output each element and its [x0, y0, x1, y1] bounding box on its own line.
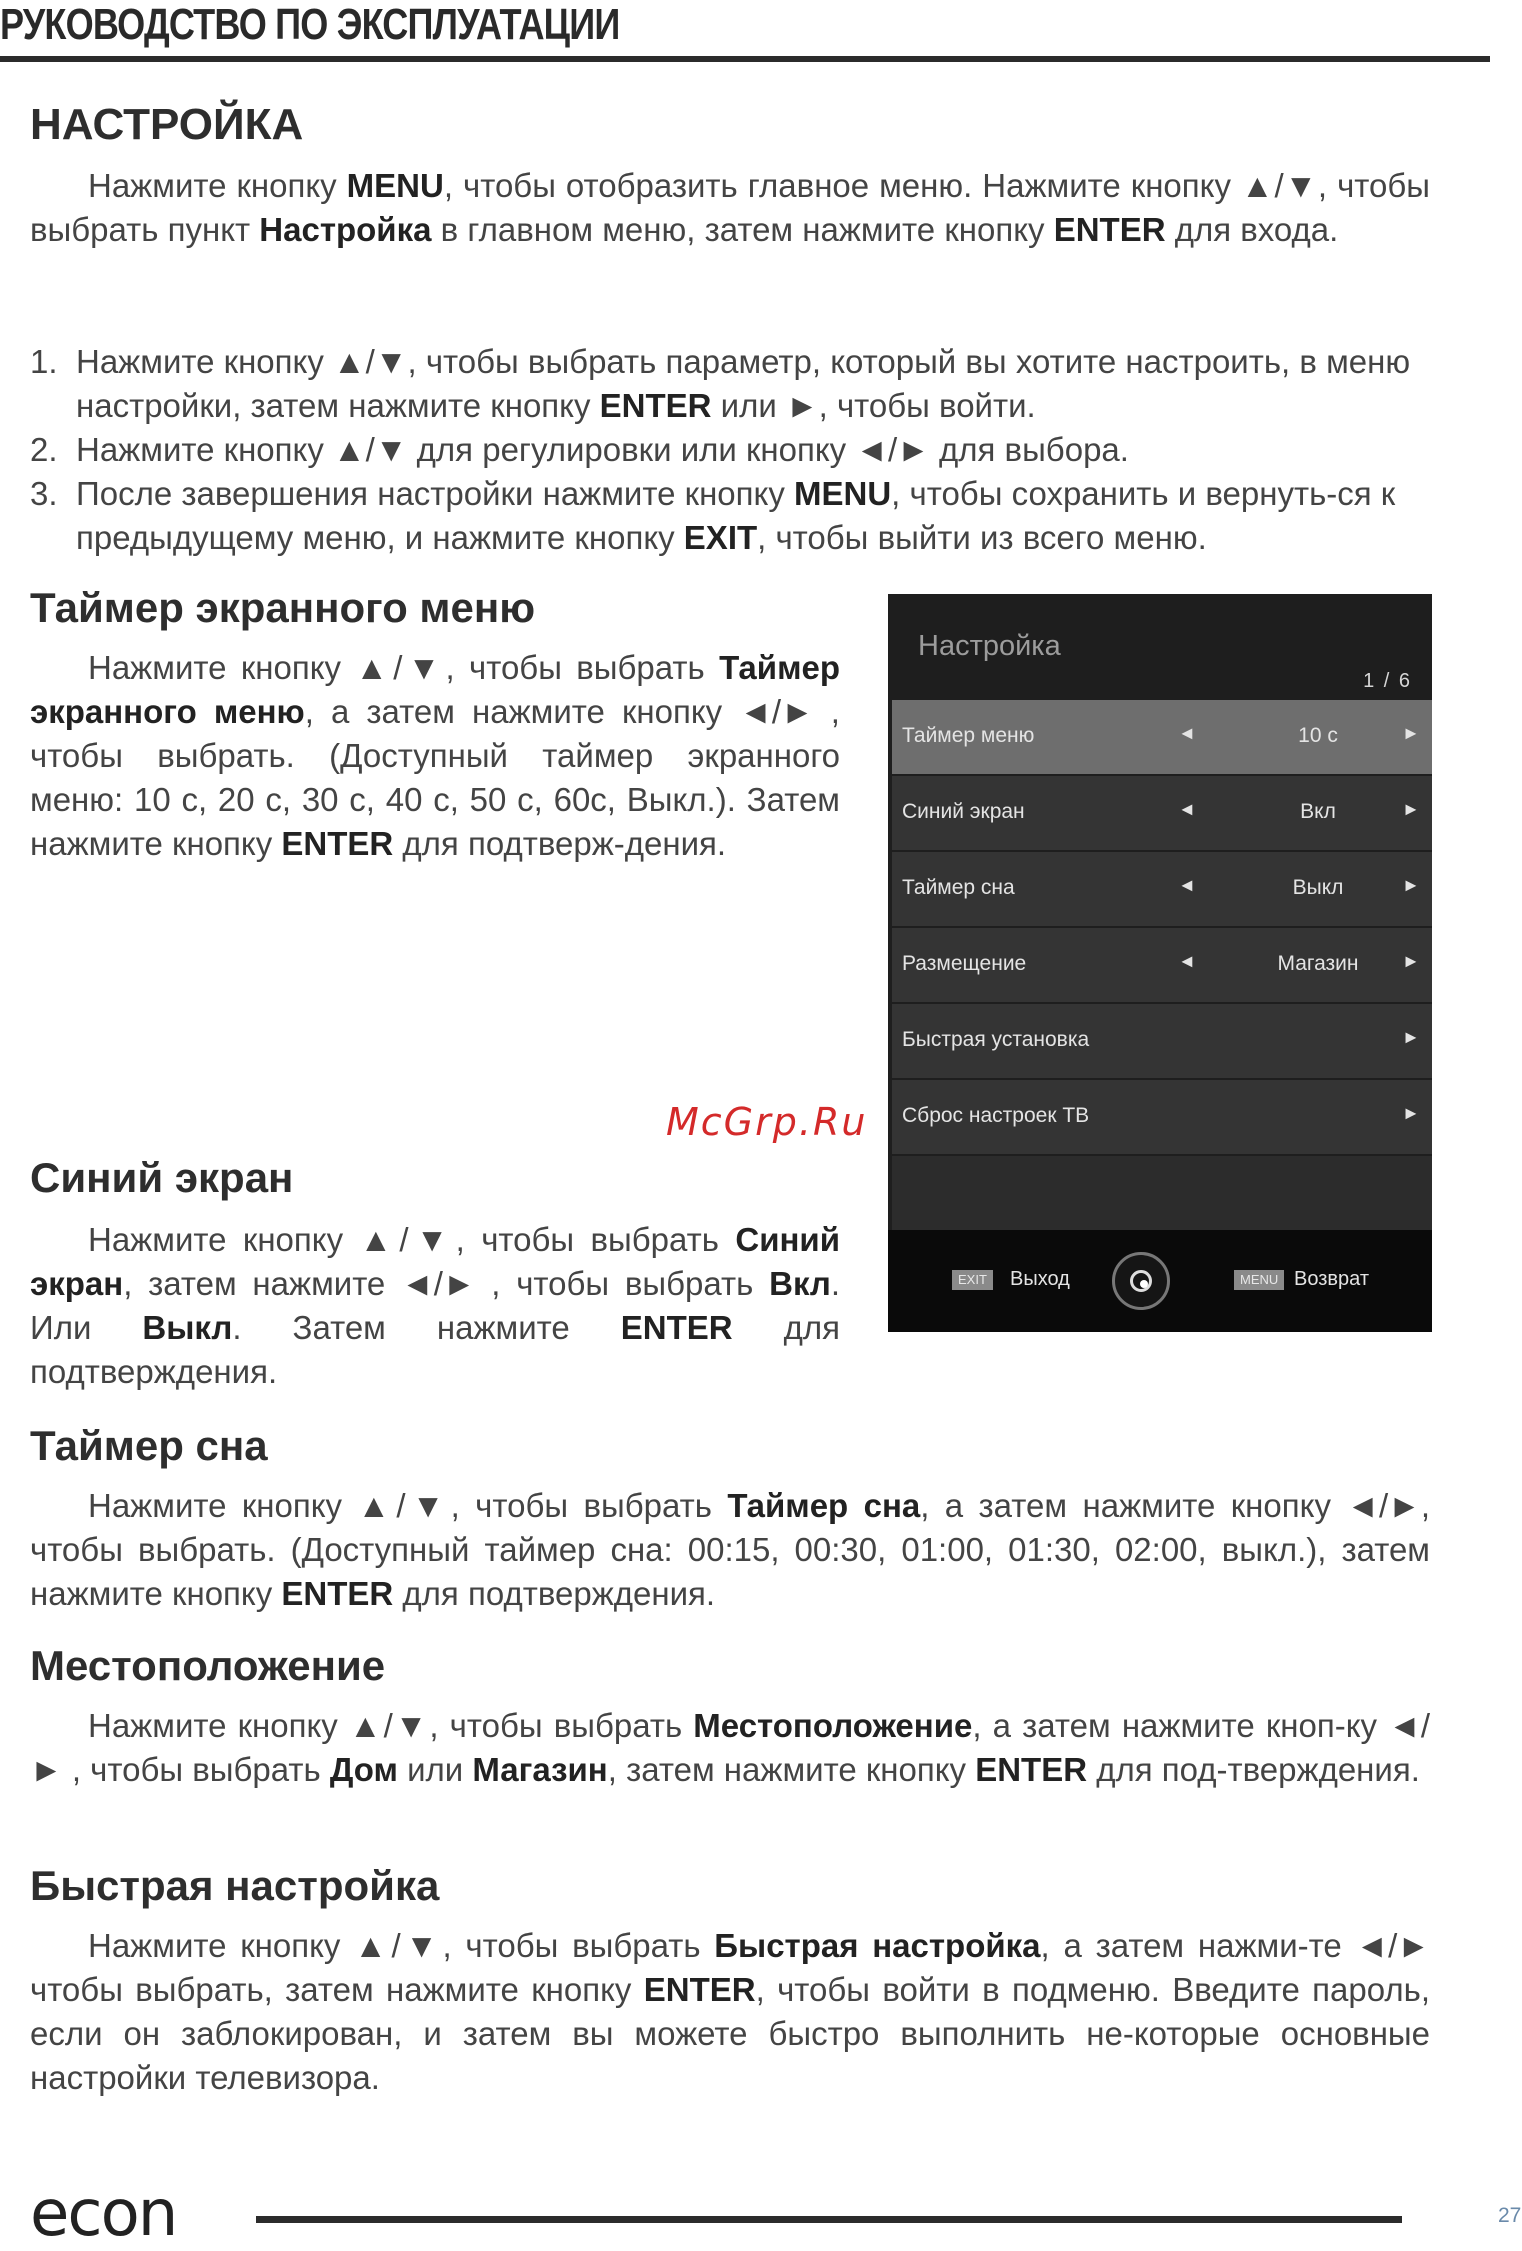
- bold-term: Вкл: [769, 1265, 831, 1302]
- bold-term: Магазин: [472, 1751, 608, 1788]
- osd-row-value: 10 с: [1298, 724, 1338, 747]
- exit-key-badge: EXIT: [952, 1270, 993, 1290]
- text-run: для подтверждения.: [393, 1575, 716, 1612]
- section-title-setup: НАСТРОЙКА: [30, 100, 304, 149]
- text-run: Нажмите кнопку ▲/▼ для регулировки или кнопку ◄/► для выбора.: [76, 431, 1129, 468]
- text-run: или: [397, 1751, 473, 1788]
- text-run: для под-тверждения.: [1087, 1751, 1420, 1788]
- bold-term: Местоположение: [693, 1707, 973, 1744]
- osd-row-menu-timer: [892, 700, 1432, 774]
- step-number: 2.: [30, 431, 58, 468]
- running-head: РУКОВОДСТВО ПО ЭКСПЛУАТАЦИИ: [0, 0, 620, 49]
- text-run: для подтверждения.: [30, 1309, 840, 1390]
- bold-term: ENTER: [599, 387, 712, 424]
- osd-row-empty: [892, 1156, 1432, 1230]
- osd-footer: [888, 1230, 1432, 1332]
- setup-step-2: [30, 428, 1430, 472]
- bold-term: ENTER: [1053, 211, 1166, 248]
- watermark: McGrp.Ru: [666, 1100, 868, 1144]
- text-run: , чтобы отобразить главное меню. Нажмите кнопку ▲/▼, чтобы выбрать пункт: [30, 167, 1431, 248]
- footer-rule: [256, 2216, 1402, 2223]
- menu-key-badge: MENU: [1234, 1270, 1284, 1290]
- text-run: , затем нажмите ◄/► , чтобы выбрать: [123, 1265, 770, 1302]
- bold-term: MENU: [794, 475, 892, 512]
- bold-term: Синий экран: [30, 1221, 840, 1302]
- left-arrow-icon: ◄: [1178, 875, 1196, 895]
- setup-steps: [30, 340, 1430, 560]
- text-run: Нажмите кнопку ▲/▼, чтобы выбрать: [88, 649, 720, 686]
- bold-term: MENU: [346, 167, 444, 204]
- section-title-blue-screen: Синий экран: [30, 1154, 294, 1201]
- text-run: Нажмите кнопку ▲/▼, чтобы выбрать: [88, 1927, 715, 1964]
- left-arrow-icon: ◄: [1178, 723, 1196, 743]
- osd-row-location: [892, 928, 1432, 1002]
- left-arrow-icon: ◄: [1178, 799, 1196, 819]
- osd-timer-text: [30, 646, 840, 866]
- bold-term: EXIT: [683, 519, 758, 556]
- text-run: Нажмите кнопку: [88, 167, 347, 204]
- osd-row-value: Вкл: [1300, 800, 1336, 823]
- text-run: , чтобы выйти из всего меню.: [757, 519, 1207, 556]
- bold-term: ENTER: [281, 825, 394, 862]
- osd-row-quick-setup: [892, 1004, 1432, 1078]
- bold-term: Быстрая настройка: [714, 1927, 1041, 1964]
- osd-row-label: Сброс настроек ТВ: [902, 1104, 1090, 1127]
- text-run: Нажмите кнопку ▲/▼, чтобы выбрать: [88, 1221, 736, 1258]
- osd-row-label: Размещение: [902, 952, 1027, 975]
- osd-row-label: Синий экран: [902, 800, 1025, 823]
- text-run: После завершения настройки нажмите кнопку: [76, 475, 794, 512]
- page-number: 27: [1498, 2204, 1522, 2227]
- text-run: . Затем нажмите: [232, 1309, 621, 1346]
- text-run: для подтверж-дения.: [393, 825, 727, 862]
- setup-step-1: [30, 340, 1430, 428]
- bold-term: Таймер экранного меню: [30, 649, 840, 730]
- text-run: , чтобы сохранить и вернуть-ся к предыдущему меню, и нажмите кнопку: [76, 475, 1396, 556]
- osd-row-sleep-timer: [892, 852, 1432, 926]
- text-run: , чтобы войти в подменю. Введите пароль, если он заблокирован, и затем вы можете быстро выполнить не-которые основные настройки телевизора.: [30, 1971, 1430, 2096]
- osd-title: Настройка: [918, 630, 1061, 662]
- text-run: , а затем нажмите кнопку ◄/►, чтобы выбрать. (Доступный таймер сна: 00:15, 00:30, 01:00, 01:30, 02:00, выкл.), затем нажмите кнопку: [30, 1487, 1430, 1612]
- setup-intro: [30, 164, 1430, 252]
- osd-row-factory-reset: [892, 1080, 1432, 1154]
- osd-row-value: Выкл: [1292, 876, 1344, 899]
- right-arrow-icon: ►: [1402, 1027, 1420, 1047]
- step-text: [76, 475, 1395, 556]
- osd-row-label: Таймер сна: [902, 876, 1015, 899]
- right-arrow-icon: ►: [1402, 875, 1420, 895]
- left-arrow-icon: ◄: [1178, 951, 1196, 971]
- blue-screen-text: [30, 1218, 840, 1394]
- bold-term: ENTER: [975, 1751, 1088, 1788]
- text-run: или ►, чтобы войти.: [711, 387, 1036, 424]
- header-rule: [0, 56, 1490, 62]
- step-number: 1.: [30, 343, 58, 380]
- section-title-quick-setup: Быстрая настройка: [30, 1862, 440, 1909]
- bold-term: ENTER: [643, 1971, 756, 2008]
- osd-row-value: Магазин: [1277, 952, 1359, 975]
- text-run: для входа.: [1165, 211, 1339, 248]
- section-title-osd-timer: Таймер экранного меню: [30, 584, 536, 631]
- step-number: 3.: [30, 475, 58, 512]
- right-arrow-icon: ►: [1402, 1103, 1420, 1123]
- section-title-location: Местоположение: [30, 1642, 386, 1689]
- right-arrow-icon: ►: [1402, 799, 1420, 819]
- bold-term: Дом: [329, 1751, 398, 1788]
- osd-row-label: Таймер меню: [902, 724, 1035, 747]
- text-run: , а затем нажмите кнопку ◄/► , чтобы выбрать. (Доступный таймер экранного меню: 10 с, 20 с, 30 с, 40 с, 50 с, 60с, Выкл.). Затем нажмите кнопку: [30, 693, 840, 862]
- bold-term: Таймер сна: [727, 1487, 921, 1524]
- text-run: в главном меню, затем нажмите кнопку: [431, 211, 1054, 248]
- text-run: . Или: [30, 1265, 840, 1346]
- bold-term: Выкл: [142, 1309, 233, 1346]
- step-text: [76, 343, 1410, 424]
- text-run: , а затем нажми-те ◄/► чтобы выбрать, затем нажмите кнопку: [30, 1927, 1430, 2008]
- text-run: Нажмите кнопку ▲/▼, чтобы выбрать: [88, 1487, 728, 1524]
- text-run: Нажмите кнопку ▲/▼, чтобы выбрать: [88, 1707, 694, 1744]
- right-arrow-icon: ►: [1402, 951, 1420, 971]
- econ-logo: econ: [30, 2177, 177, 2251]
- exit-label: Выход: [1010, 1268, 1070, 1290]
- bold-term: Настройка: [259, 211, 432, 248]
- text-run: Нажмите кнопку ▲/▼, чтобы выбрать параметр, который вы хотите настроить, в меню настройки, затем нажмите кнопку: [76, 343, 1411, 424]
- sleep-timer-text: [30, 1484, 1430, 1616]
- step-text: [76, 431, 1129, 468]
- osd-page-indicator: 1 / 6: [1363, 670, 1412, 692]
- right-arrow-icon: ►: [1402, 723, 1420, 743]
- text-run: , а затем нажмите кноп-ку ◄/► , чтобы выбрать: [30, 1707, 1430, 1788]
- osd-row-label: Быстрая установка: [902, 1028, 1090, 1051]
- navigation-pad-icon: [1112, 1252, 1170, 1310]
- quick-setup-text: [30, 1924, 1430, 2100]
- section-title-sleep-timer: Таймер сна: [30, 1422, 268, 1469]
- setup-step-3: [30, 472, 1430, 560]
- osd-row-blue-screen: [892, 776, 1432, 850]
- location-text: [30, 1704, 1430, 1792]
- bold-term: ENTER: [281, 1575, 394, 1612]
- return-label: Возврат: [1294, 1268, 1369, 1290]
- bold-term: ENTER: [620, 1309, 733, 1346]
- text-run: , затем нажмите кнопку: [607, 1751, 976, 1788]
- osd-menu-illustration: [888, 594, 1432, 1332]
